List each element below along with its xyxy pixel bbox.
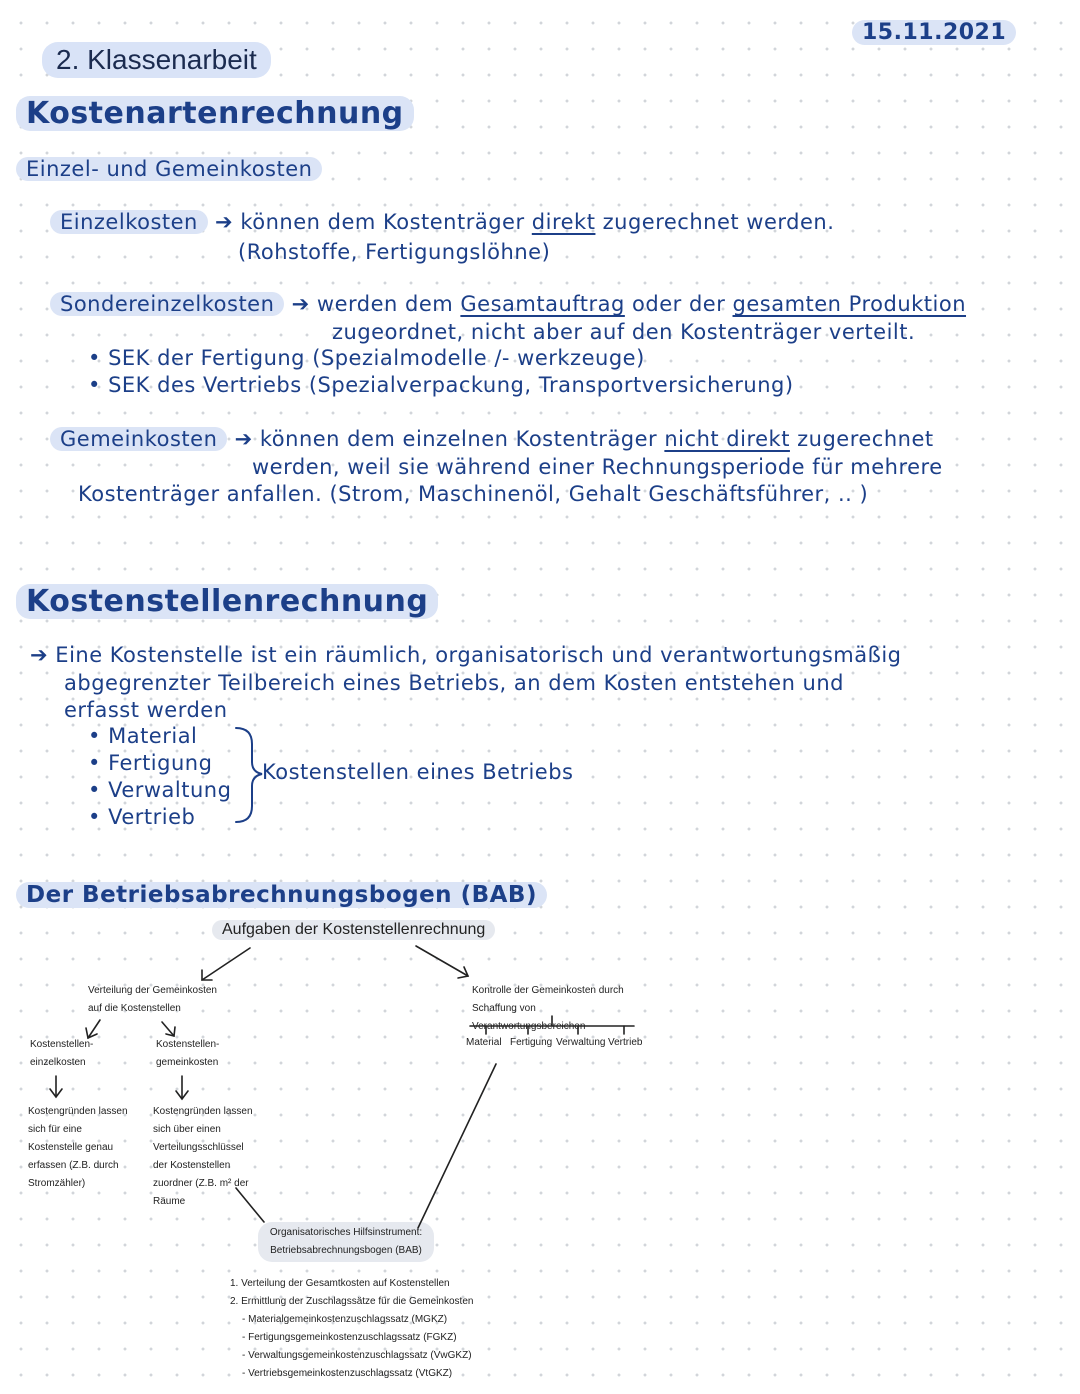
sonder-gesamtauftrag: Gesamtauftrag xyxy=(460,292,625,316)
sonder-gesamten-produktion: gesamten Produktion xyxy=(732,292,967,316)
bab-right-item: Fertigung xyxy=(510,1037,553,1048)
einzelkosten-line-2: (Rohstoffe, Fertigungslöhne) xyxy=(238,240,551,264)
bab-left-b-text: Kostengründen lassen sich über einen Verteilungsschlüssel der Kostenstellen zuordner (Z.B. m² der Räume xyxy=(153,1106,253,1207)
bab-list-item: - Materialgemeinkostenzuschlagssatz (MGKZ) xyxy=(242,1314,448,1325)
gemeinkosten-line-3: Kostenträger anfallen. (Strom, Maschinenöl, Gehalt Geschäftsführer, .. ) xyxy=(78,482,869,506)
einzelkosten-text-a: können dem Kostenträger xyxy=(240,210,532,234)
gemein-text-a: können dem einzelnen Kostenträger xyxy=(259,427,665,451)
bab-right-title: Kontrolle der Gemeinkosten durch Schaffung von Verantwortungsbereichen xyxy=(472,985,624,1032)
kostenstelle-item-text: Verwaltung xyxy=(108,778,232,802)
sonder-text-b: oder der xyxy=(624,292,733,316)
date: 15.11.2021 xyxy=(852,20,1016,45)
bab-left-a-text: Kostengründen lassen sich für eine Kostenstelle genau erfassen (Z.B. durch Stromzähler) xyxy=(28,1106,128,1189)
exam-title: 2. Klassenarbeit xyxy=(42,42,271,78)
einzelkosten-text-b: zugerechnet werden. xyxy=(595,210,835,234)
kostenstelle-definition-2: abgegrenzter Teilbereich eines Betriebs, an dem Kosten entstehen und xyxy=(64,671,845,695)
bab-right-item: Material xyxy=(466,1037,502,1048)
bullet-icon: • xyxy=(88,346,101,370)
brace-label: Kostenstellen eines Betriebs xyxy=(262,760,574,784)
subheading-einzel-gemeinkosten: Einzel- und Gemeinkosten xyxy=(16,157,322,181)
einzelkosten-term: Einzelkosten xyxy=(50,210,208,234)
heading-bab: Der Betriebsabrechnungsbogen (BAB) xyxy=(16,882,547,908)
heading-kostenstellenrechnung: Kostenstellenrechnung xyxy=(16,584,438,619)
bab-right-item: Vertrieb xyxy=(608,1037,643,1048)
kostenstelle-definition-1-text: Eine Kostenstelle ist ein räumlich, organisatorisch und verantwortungsmäßig xyxy=(55,643,902,667)
bab-list-item: 2. Ermittlung der Zuschlagssätze für die Gemeinkosten xyxy=(230,1296,474,1307)
kostenstelle-item-text: Vertrieb xyxy=(108,805,196,829)
arrow-to-right-branch xyxy=(416,946,468,976)
bab-tool-line-1: Organisatorisches Hilfsinstrument: xyxy=(269,1227,423,1238)
bab-list-item: 1. Verteilung der Gesamtkosten auf Kostenstellen xyxy=(230,1278,450,1289)
kostenstelle-item-text: Material xyxy=(108,724,198,748)
bab-left-title: Verteilung der Gemeinkosten auf die Kostenstellen xyxy=(88,985,217,1014)
gemein-text-b: zugerechnet xyxy=(789,427,934,451)
arrow-right-icon: ➔ xyxy=(291,292,310,316)
bab-left-b-title: Kostenstellen-gemeinkosten xyxy=(156,1039,220,1068)
arrow-to-left-branch xyxy=(202,948,250,980)
heading-kostenartenrechnung: Kostenartenrechnung xyxy=(16,96,414,131)
sek-vertrieb-text: SEK des Vertriebs (Spezialverpackung, Transportversicherung) xyxy=(108,373,794,397)
bab-tool-line-2: Betriebsabrechnungsbogen (BAB) xyxy=(270,1245,422,1256)
line-to-bab-left xyxy=(236,1188,264,1222)
bab-list-item: - Fertigungsgemeinkostenzuschlagssatz (FGKZ) xyxy=(242,1332,457,1343)
bab-left-a-title: Kostenstellen-einzelkosten xyxy=(30,1039,94,1068)
sek-fertigung-text: SEK der Fertigung (Spezialmodelle /- werkzeuge) xyxy=(108,346,645,370)
bullet-icon: • xyxy=(88,373,101,397)
bullet-icon: • xyxy=(88,778,101,802)
kostenstelle-item-text: Fertigung xyxy=(108,751,213,775)
einzelkosten-direkt: direkt xyxy=(531,210,596,234)
gemein-nicht-direkt: nicht direkt xyxy=(664,427,790,451)
arrow-right-icon: ➔ xyxy=(215,210,234,234)
arrow-right-icon: ➔ xyxy=(30,643,49,667)
bullet-icon: • xyxy=(88,751,101,775)
kostenstelle-definition-3: erfasst werden xyxy=(64,698,228,722)
sondereinzelkosten-line-2: zugeordnet, nicht aber auf den Kostenträger verteilt. xyxy=(332,320,916,344)
bullet-icon: • xyxy=(88,724,101,748)
arrow-right-icon: ➔ xyxy=(234,427,253,451)
bullet-icon: • xyxy=(88,805,101,829)
line-to-bab-right xyxy=(418,1064,496,1228)
bab-list-item: - Verwaltungsgemeinkostenzuschlagssatz (VwGKZ) xyxy=(242,1350,472,1361)
sonder-text-a: werden dem xyxy=(316,292,461,316)
gemeinkosten-term: Gemeinkosten xyxy=(50,427,227,451)
bab-right-item: Verwaltung xyxy=(556,1037,606,1048)
bab-center-title: Aufgaben der Kostenstellenrechnung xyxy=(212,920,495,940)
gemeinkosten-line-2: werden, weil sie während einer Rechnungsperiode für mehrere xyxy=(252,455,943,479)
bab-list-item: - Vertriebsgemeinkostenzuschlagssatz (VtGKZ) xyxy=(242,1368,453,1379)
sondereinzelkosten-term: Sondereinzelkosten xyxy=(50,292,284,316)
curly-brace xyxy=(236,728,262,822)
